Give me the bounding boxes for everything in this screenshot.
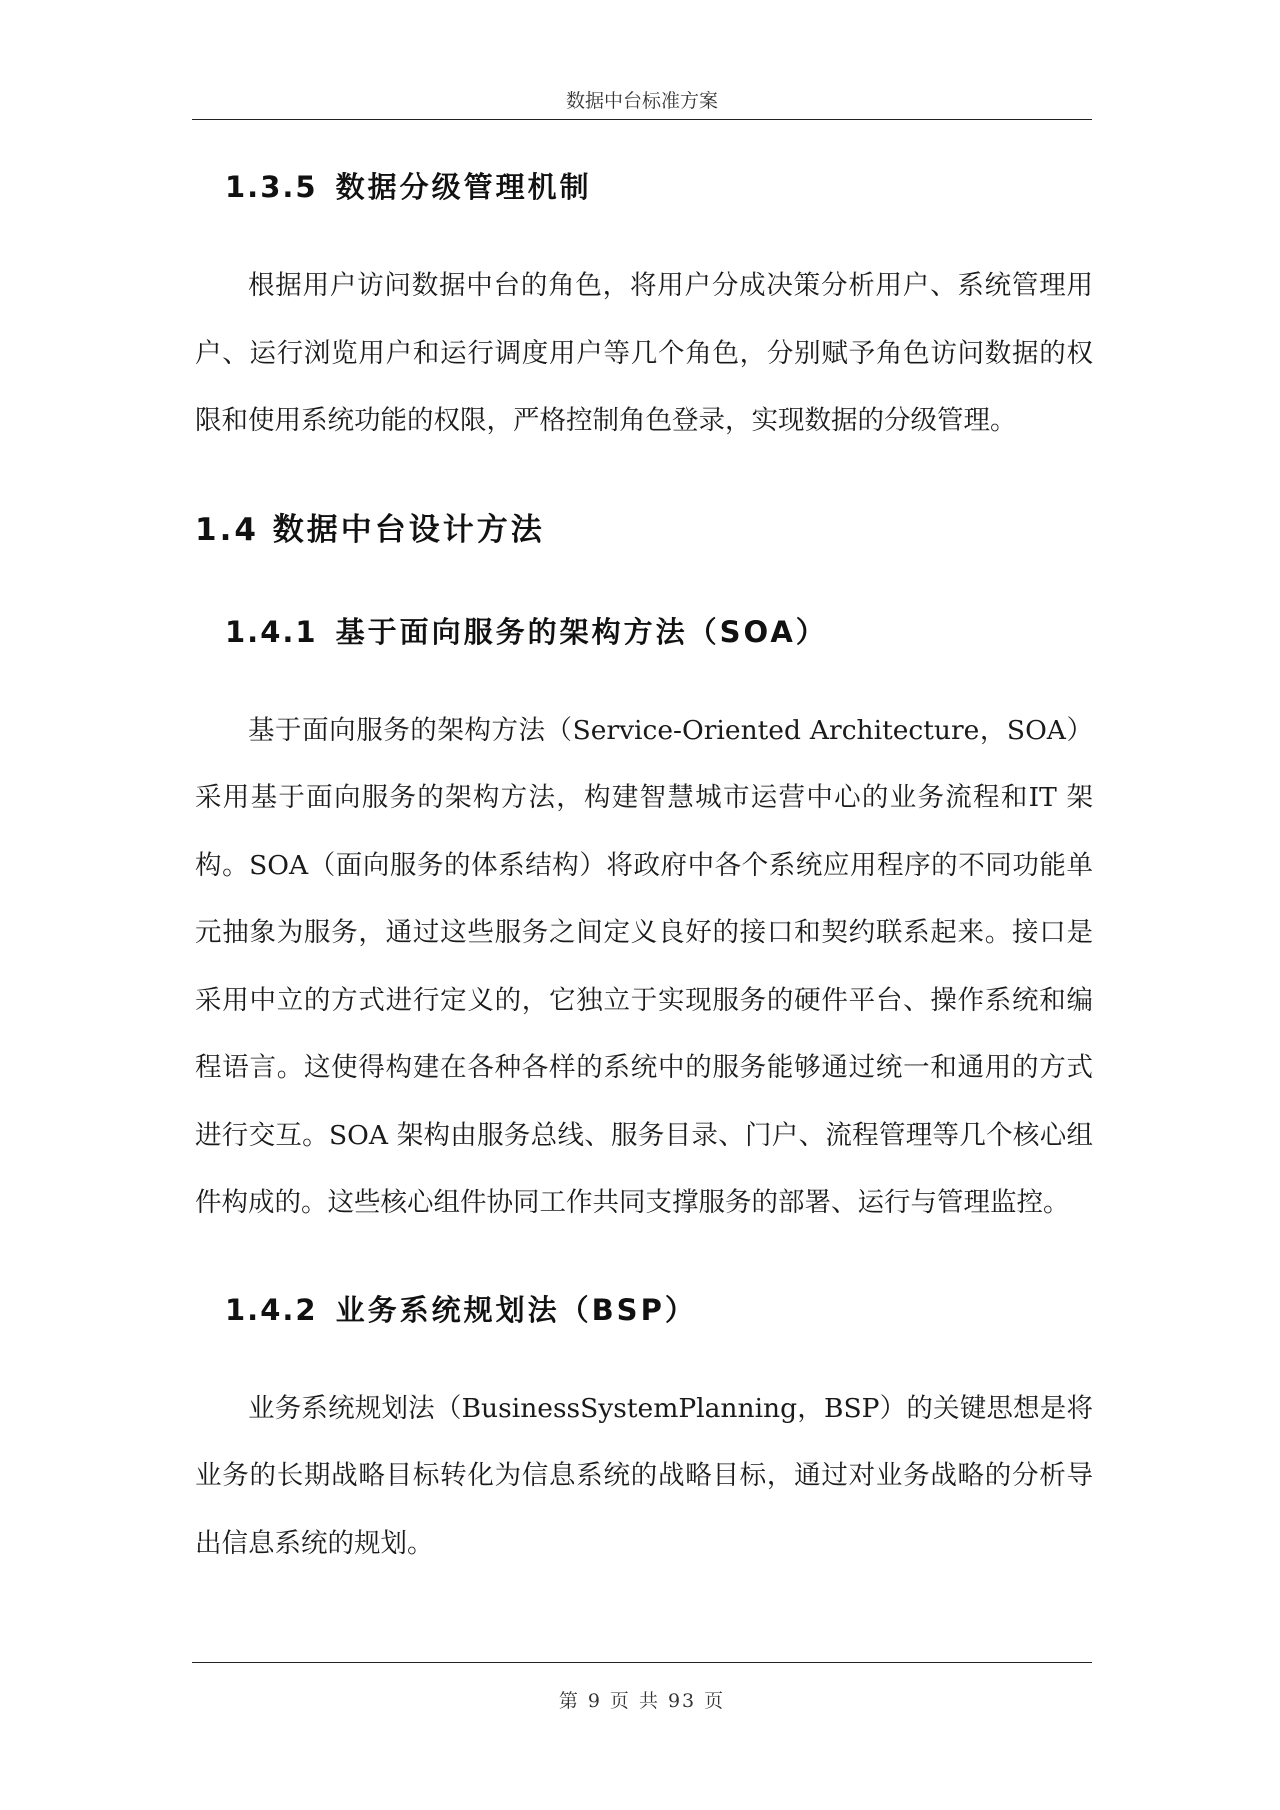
section-number: 1.4.1 bbox=[225, 614, 318, 649]
section-title: 业务系统规划法（BSP） bbox=[335, 1292, 697, 1327]
footer-prefix: 第 bbox=[558, 1690, 580, 1712]
section-number: 1.4 bbox=[195, 511, 259, 548]
section-title: 数据中台设计方法 bbox=[272, 511, 545, 548]
paragraph-1-3-5: 根据用户访问数据中台的角色，将用户分成决策分析用户、系统管理用户、运行浏览用户和运行调度用户等几个角色，分别赋予角色访问数据的权限和使用系统功能的权限，严格控制角色登录，实现数据的分级管理。 bbox=[195, 270, 1093, 436]
section-number: 1.3.5 bbox=[225, 170, 318, 204]
page-number: 9 bbox=[587, 1690, 602, 1712]
page-content bbox=[195, 160, 1093, 1577]
footer-suffix: 页 bbox=[704, 1690, 726, 1712]
section-heading-1-4 bbox=[195, 501, 1093, 559]
section-title: 数据分级管理机制 bbox=[335, 170, 592, 204]
total-pages: 93 bbox=[667, 1690, 697, 1712]
section-heading-1-3-5 bbox=[195, 160, 1093, 214]
paragraph-1-4-1: 基于面向服务的架构方法（Service-Oriented Architecture，SOA）采用基于面向服务的架构方法，构建智慧城市运营中心的业务流程和IT 架构。SOA（面向服务的体系结构）将政府中各个系统应用程序的不同功能单元抽象为服务，通过这些服务之间定义良好的接口和契约联系起来。接口是采用中立的方式进行定义的，它独立于实现服务的硬件平台、操作系统和编程语言。这使得构建在各种各样的系统中的服务能够通过统一和通用的方式进行交互。SOA 架构由服务总线、服务目录、门户、流程管理等几个核心组件构成的。这些核心组件协同工作共同支撑服务的部署、运行与管理监控。 bbox=[195, 714, 1093, 1218]
section-heading-1-4-1 bbox=[195, 605, 1093, 659]
page-footer bbox=[192, 1688, 1092, 1714]
footer-rule bbox=[192, 1662, 1092, 1663]
footer-mid: 页 共 bbox=[609, 1690, 660, 1712]
section-heading-1-4-2 bbox=[195, 1283, 1093, 1337]
section-title: 基于面向服务的架构方法（SOA） bbox=[335, 614, 828, 649]
section-number: 1.4.2 bbox=[225, 1292, 318, 1327]
header-rule bbox=[192, 119, 1092, 120]
running-header: 数据中台标准方案 bbox=[565, 90, 718, 112]
paragraph-1-4-2: 业务系统规划法（BusinessSystemPlanning，BSP）的关键思想是将业务的长期战略目标转化为信息系统的战略目标，通过对业务战略的分析导出信息系统的规划。 bbox=[195, 1392, 1093, 1559]
